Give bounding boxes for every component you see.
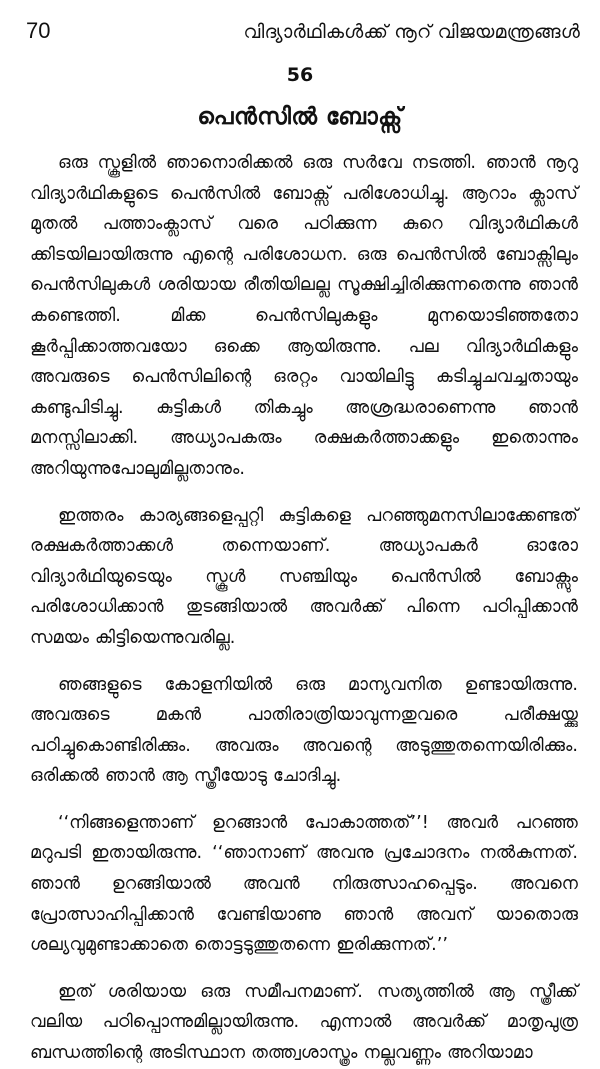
chapter-body: [30, 148, 578, 1069]
paragraph-5: ഇത് ശരിയായ ഒരു സമീപനമാണ്. സത്യത്തിൽ ആ സ്ത്രീക്ക് വലിയ പഠിപ്പൊന്നുമില്ലായിരുന്നു. എന്നാൽ അവർക്ക് മാതൃപുത്ര ബന്ധത്തിന്റെ അടിസ്ഥാന തത്ത്വശാസ്ത്രം നല്ലവണ്ണം അറിയാമാ: [30, 981, 578, 1064]
page-number: 70: [26, 18, 51, 43]
chapter-title: പെൻസിൽ ബോക്സ്: [197, 104, 403, 130]
book-title: വിദ്യാർഥികൾക്ക് നൂറ് വിജയമന്ത്രങ്ങൾ: [243, 21, 580, 43]
paragraph-2: ഇത്തരം കാര്യങ്ങളെപ്പറ്റി കുട്ടികളെ പറഞ്ഞുമനസിലാക്കേണ്ടത് രക്ഷകർത്താക്കൾ തന്നെയാണ്. അധ്യാപകർ ഓരോ വിദ്യാർഥിയുടെയും സ്കൂൾ സഞ്ചിയും പെൻസിൽ ബോക്സും പരിശോധിക്കാൻ തുടങ്ങിയാൽ അവർക്ക് പിന്നെ പഠിപ്പിക്കാൻ സമയം കിട്ടിയെന്നുവരില്ല.: [30, 505, 578, 648]
paragraph-1: ഒരു സ്കൂളിൽ ഞാനൊരിക്കൽ ഒരു സർവേ നടത്തി. ഞാൻ നൂറു വിദ്യാർഥികളുടെ പെൻസിൽ ബോക്സ് പരിശോധിച്ചു. ആറാം ക്ലാസ് മുതൽ പത്താംക്ലാസ് വരെ പഠിക്കുന്ന കുറെ വിദ്യാർഥികൾ ക്കിടയിലായിരുന്നു എന്റെ പരിശോധന. ഒരു പെൻസിൽ ബോക്സിലും പെൻസിലുകൾ ശരിയായ രീതിയിലല്ല സൂക്ഷിച്ചിരിക്കുന്നതെന്നു ഞാൻ കണ്ടെത്തി. മിക്ക പെൻസിലുകളും മുനയൊടിഞ്ഞതോ കൂർപ്പിക്കാത്തവയോ ഒക്കെ ആയിരുന്നു. പല വിദ്യാർഥികളും അവരുടെ പെൻസിലിന്റെ ഒരറ്റം വായിലിട്ടു കടിച്ചുചവച്ചതായും കണ്ടുപിടിച്ചു. കുട്ടികൾ തികച്ചും അശ്രദ്ധരാണെന്നു ഞാൻ മനസ്സിലാക്കി. അധ്യാപകരും രക്ഷകർത്താക്കളും ഇതൊന്നും അറിയുന്നുപോലുമില്ലതാനും.: [30, 153, 578, 479]
chapter-number: 56: [286, 64, 314, 86]
running-header: [22, 16, 580, 48]
paragraph-3: ഞങ്ങളുടെ കോളനിയിൽ ഒരു മാന്യവനിത ഉണ്ടായിരുന്നു. അവരുടെ മകൻ പാതിരാത്രിയാവുന്നതുവരെ പരീക്ഷയ്ക്കു പഠിച്ചുകൊണ്ടിരിക്കും. അവരും അവന്റെ അടുത്തുതന്നെയിരിക്കും. ഒരിക്കൽ ഞാൻ ആ സ്ത്രീയോടു ചോദിച്ചു.: [30, 674, 578, 787]
paragraph-4: ‘‘നിങ്ങളെന്താണ് ഉറങ്ങാൻ പോകാത്തത്’’! അവർ പറഞ്ഞ മറുപടി ഇതായിരുന്നു. ‘‘ഞാനാണ് അവനു പ്രചോദനം നൽകുന്നത്. ഞാൻ ഉറങ്ങിയാൽ അവൻ നിരുത്സാഹപ്പെടും. അവനെ പ്രോത്സാഹിപ്പിക്കാൻ വേണ്ടിയാണു ഞാൻ അവന് യാതൊരു ശല്യവുമുണ്ടാക്കാതെ തൊട്ടടുത്തുതന്നെ ഇരിക്കുന്നത്.’’: [30, 812, 578, 956]
